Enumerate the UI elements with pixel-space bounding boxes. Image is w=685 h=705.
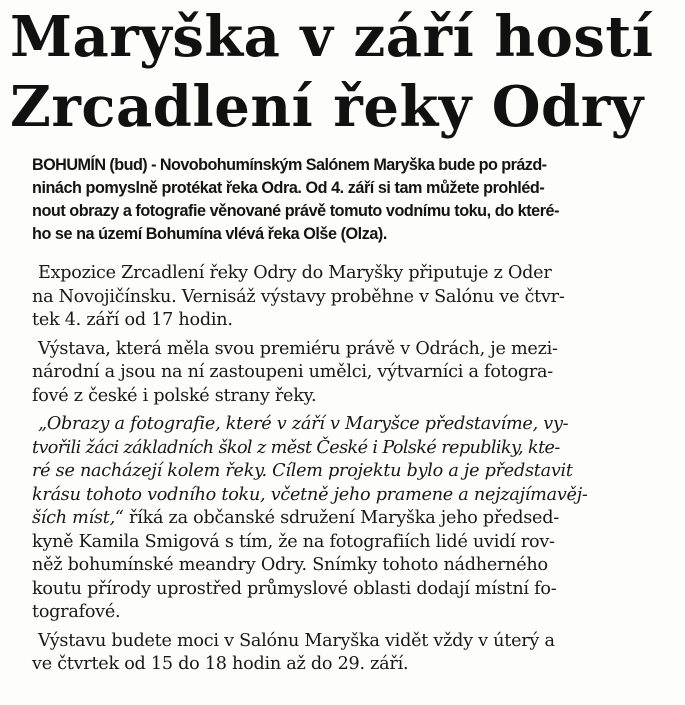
lead-line: ho se na území Bohumína vlévá řeka Olše (Olza). <box>32 225 387 243</box>
body-line: národní a jsou na ní zastoupeni umělci, výtvarníci a fotogra- <box>32 362 553 382</box>
attribution-text: říká za občanské sdružení Maryška jeho předsed- <box>123 508 559 528</box>
article-body <box>32 262 672 682</box>
body-line: Výstava, která měla svou premiéru právě v Odrách, je mezi- <box>38 338 558 359</box>
body-line: tek 4. září od 17 hodin. <box>32 310 233 330</box>
quote-line: krásu tohoto vodního toku, včetně jeho pramene a nejzajímavěj- <box>32 484 588 505</box>
body-line: Výstavu budete moci v Salónu Maryška vidět vždy v úterý a <box>38 630 555 651</box>
paragraph-quote <box>32 413 672 625</box>
headline-line-1: Maryška v září hostí <box>10 4 654 70</box>
lead-line: nout obrazy a fotografie věnované právě tomuto vodnímu toku, do které- <box>32 202 560 220</box>
body-line <box>32 507 672 531</box>
headline-line-2: Zrcadlení řeky Odry <box>10 74 644 140</box>
body-line: ve čtvrtek od 15 do 18 hodin až do 29. září. <box>32 654 409 674</box>
headline <box>10 2 680 142</box>
paragraph-exhibition-intro <box>32 262 672 333</box>
lead-line: BOHUMÍN (bud) - Novobohumínským Salónem Maryška bude po prázd- <box>32 156 547 174</box>
quote-line: ré se nacházejí kolem řeky. Cílem projektu bylo a je představit <box>32 461 573 481</box>
body-line: fové z české i polské strany řeky. <box>32 385 317 406</box>
lead-line: ninách pomyslně protékat řeka Odra. Od 4. září si tam můžete prohléd- <box>32 179 545 197</box>
body-line: Expozice Zrcadlení řeky Odry do Maryšky připutuje z Oder <box>38 263 552 283</box>
body-line: na Novojičínsku. Vernisáž výstavy proběhne v Salónu ve čtvr- <box>32 286 565 307</box>
paragraph-international <box>32 338 672 409</box>
body-line: kyně Kamila Smigová s tím, že na fotografiích lidé uvidí rov- <box>32 531 555 552</box>
body-line: tografové. <box>32 602 121 622</box>
lead-paragraph <box>32 154 672 246</box>
quote-line: tvořili žáci základních škol z měst České i Polské republiky, kte- <box>32 437 560 458</box>
quote-line: „Obrazy a fotografie, které v září v Maryšce představíme, vy- <box>38 414 569 434</box>
body-line: koutu přírody uprostřed průmyslové oblasti dodají místní fo- <box>32 578 557 599</box>
paragraph-opening-hours <box>32 630 672 677</box>
body-line: něž bohumínské meandry Odry. Snímky tohoto nádherného <box>32 555 548 575</box>
quote-end: ších míst,“ <box>32 508 124 528</box>
